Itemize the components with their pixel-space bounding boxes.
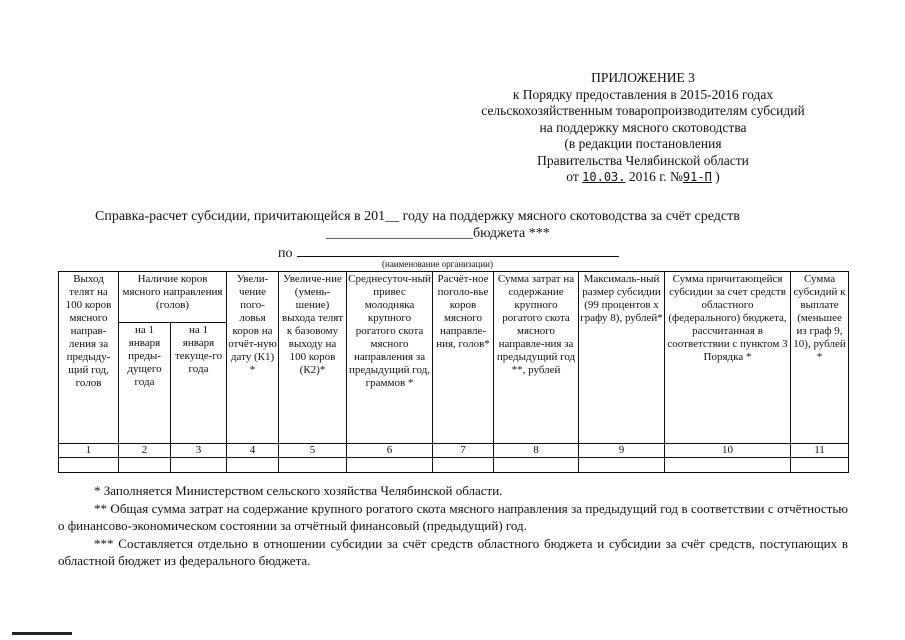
- organization-caption: (наименование организации): [382, 259, 493, 269]
- empty-cell: [279, 458, 347, 473]
- organization-blank: [297, 246, 619, 257]
- column-number: 5: [279, 444, 347, 458]
- footnote-3: *** Составляется отдельно в отношении субсидии за счёт средств областного бюджета и субсидии за счёт средств, поступающих в областной бюджет из федерального бюджета.: [58, 535, 848, 568]
- empty-cell: [347, 458, 433, 473]
- appendix-line: сельскохозяйственным товаропроизводителям субсидий: [481, 103, 805, 118]
- column-number: 4: [227, 444, 279, 458]
- header-cows-group: Наличие коров мясного направления (голов): [119, 272, 227, 323]
- footnotes: [58, 482, 848, 570]
- column-number: 2: [119, 444, 171, 458]
- date-year: 2016 г. №: [628, 169, 683, 184]
- header-estimated-herd: Расчёт-ное поголо-вье коров мясного направле-ния, голов*: [433, 272, 494, 444]
- column-number: 3: [171, 444, 227, 458]
- handwritten-date: 10.03.: [582, 170, 626, 184]
- title-line-1: Справка-расчет субсидии, причитающейся в 201__ году на поддержку мясного скотоводства за счёт средств: [95, 209, 740, 224]
- empty-cell: [119, 458, 171, 473]
- appendix-line: (в редакции постановления: [564, 136, 722, 151]
- header-k1: Увели-чение пого-ловья коров на отчёт-ную дату (К1) *: [227, 272, 279, 444]
- column-number: 10: [665, 444, 791, 458]
- handwritten-number: 91-П: [682, 170, 712, 184]
- empty-cell: [791, 458, 849, 473]
- empty-cell: [227, 458, 279, 473]
- appendix-block: [478, 70, 808, 186]
- subsidy-table: [58, 271, 849, 473]
- header-k2: Увеличе-ние (умень-шение) выхода телят к базовому выходу на 100 коров (К2)*: [279, 272, 347, 444]
- header-daily-gain: Среднесуточ-ный привес молодняка крупного рогатого скота мясного направления за предыдущий год, граммов *: [347, 272, 433, 444]
- header-payout: Сумма субсидий к выплате (меньшее из граф 9, 10), рублей *: [791, 272, 849, 444]
- date-prefix: от: [566, 169, 579, 184]
- appendix-line: на поддержку мясного скотоводства: [539, 119, 747, 135]
- date-suffix: ): [715, 169, 720, 184]
- header-expenses: Сумма затрат на содержание крупного рогатого скота мясного направле-ния за предыдущий год **, рублей: [494, 272, 579, 444]
- column-number: 11: [791, 444, 849, 458]
- empty-cell: [171, 458, 227, 473]
- header-cows-prev-year: на 1 января преды-дущего года: [119, 323, 171, 444]
- column-number: 9: [579, 444, 665, 458]
- appendix-date-line: [478, 169, 808, 186]
- empty-cell: [579, 458, 665, 473]
- header-calves-yield: Выход телят на 100 коров мясного направ-ления за предыду-щий год, голов: [59, 272, 119, 444]
- footnote-2: ** Общая сумма затрат на содержание крупного рогатого скота мясного направления за предыдущий год в соответствии с отчётностью о финансово-экономическом состоянии за отчётный финансовый (предыдущий) год.: [58, 500, 848, 533]
- header-cows-current-year: на 1 января текуще-го года: [171, 323, 227, 444]
- column-number: 6: [347, 444, 433, 458]
- header-max-subsidy: Максималь-ный размер субсидии (99 процентов х графу 8), рублей*: [579, 272, 665, 444]
- appendix-title: ПРИЛОЖЕНИЕ 3: [591, 70, 695, 85]
- empty-cell: [665, 458, 791, 473]
- header-due-subsidy: Сумма причитающейся субсидии за счет средств областного (федерального) бюджета, рассчитанная в соответствии с пунктом 3 Порядка *: [665, 272, 791, 444]
- column-number: 7: [433, 444, 494, 458]
- column-number: 8: [494, 444, 579, 458]
- empty-cell: [494, 458, 579, 473]
- scan-edge-mark: [12, 632, 72, 635]
- footnote-1: * Заполняется Министерством сельского хозяйства Челябинской области.: [94, 483, 503, 498]
- appendix-line: к Порядку предоставления в 2015-2016 годах: [512, 86, 774, 102]
- by-prefix: по: [278, 246, 293, 261]
- empty-cell: [59, 458, 119, 473]
- empty-cell: [433, 458, 494, 473]
- appendix-line: Правительства Челябинской области: [537, 152, 749, 168]
- title-line-2: _____________________бюджета ***: [326, 226, 550, 241]
- document-title: [95, 208, 815, 242]
- column-number: 1: [59, 444, 119, 458]
